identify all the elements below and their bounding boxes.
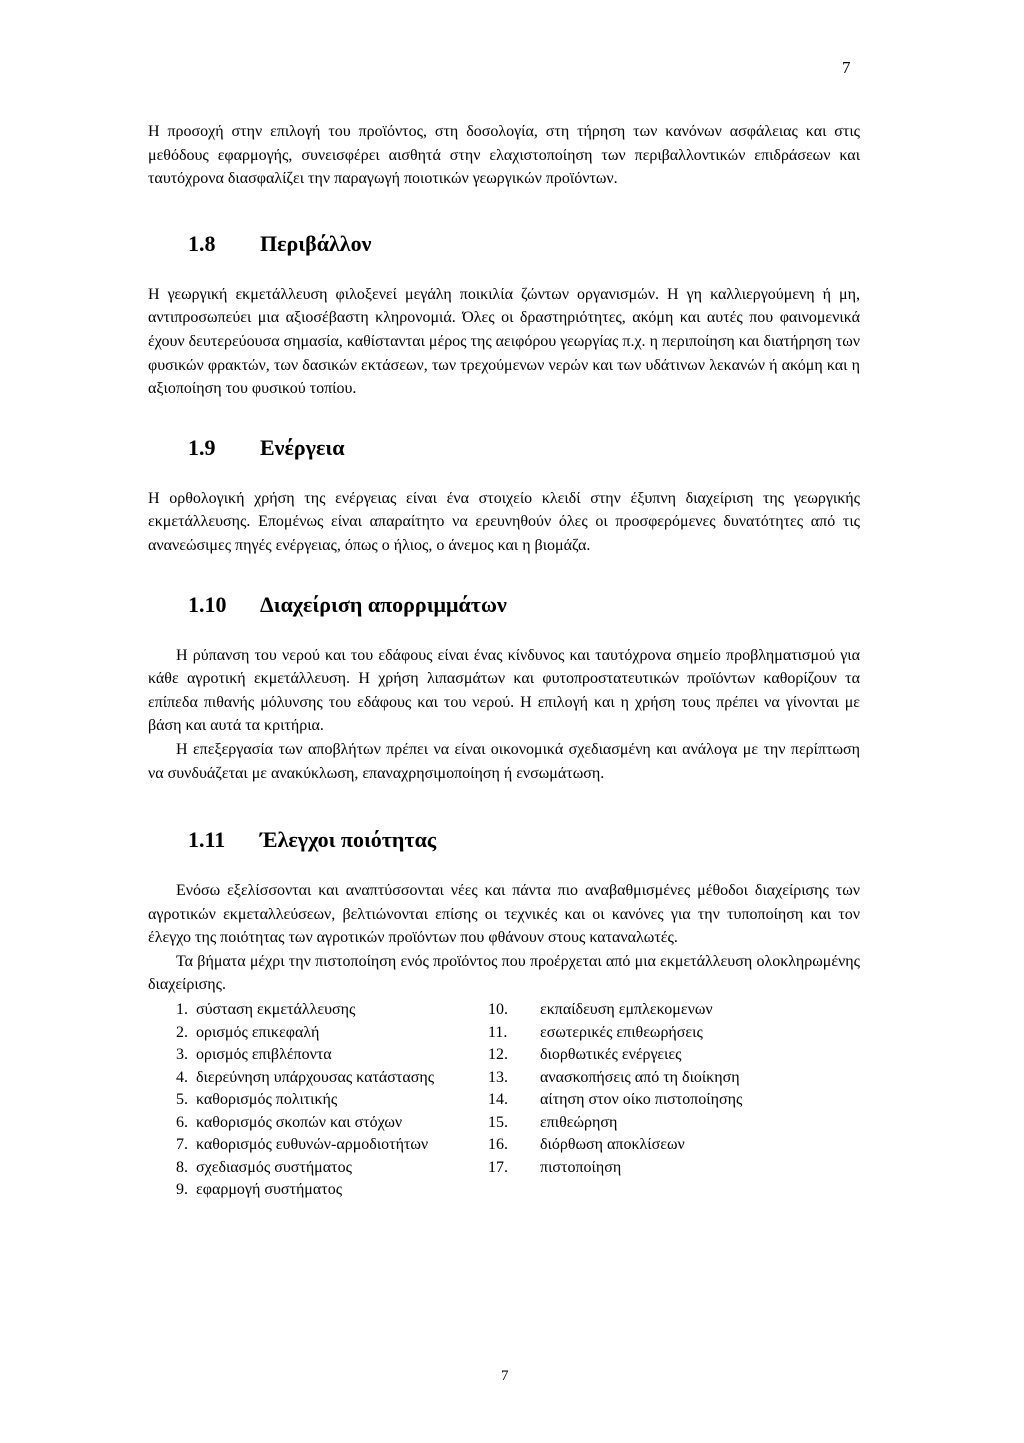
section-paragraph: Τα βήματα μέχρι την πιστοποίηση ενός προϊόντος που προέρχεται από μια εκμετάλλευση ολοκληρωμένης διαχείρισης. — [148, 952, 860, 994]
step-number: 11. — [488, 1023, 508, 1041]
section-paragraph: Η ρύπανση του νερού και του εδάφους είναι ένας κίνδυνος και ταυτόχρονα σημείο προβληματισμού για κάθε αγροτική εκμετάλλευση. Η χρήση λιπασμάτων και φυτοπροστατευτικών προϊόντων καθορίζουν τα επίπεδα πιθανής μόλυνσης του εδάφους και του νερού. Η επιλογή και η χρήση τους πρέπει να γίνονται με βάση και αυτά τα κριτήρια. — [148, 646, 860, 735]
step-text: διορθωτικές ενέργειες — [540, 1046, 682, 1064]
step-text: αίτηση στον οίκο πιστοποίησης — [540, 1091, 743, 1109]
section-paragraph: Η επεξεργασία των αποβλήτων πρέπει να είναι οικονομικά σχεδιασμένη και ανάλογα με την περίπτωση να συνδυάζεται με ανακύκλωση, επαναχρησιμοποίηση ή ενσωμάτωση. — [148, 740, 860, 782]
step-number: 6. — [176, 1113, 188, 1131]
step-text: καθορισμός ευθυνών-αρμοδιοτήτων — [196, 1136, 429, 1154]
section-title: Περιβάλλον — [260, 230, 372, 256]
step-number: 12. — [488, 1046, 508, 1064]
section-number: 1.11 — [188, 827, 226, 853]
step-number: 10. — [488, 1001, 508, 1019]
step-number: 16. — [488, 1136, 508, 1154]
page-number-top: 7 — [842, 58, 851, 77]
section-number: 1.10 — [188, 591, 227, 617]
section-heading — [148, 827, 860, 853]
page-number-bottom: 7 — [501, 1368, 509, 1384]
step-text: διερεύνηση υπάρχουσας κατάστασης — [196, 1068, 435, 1086]
intro-paragraph: Η προσοχή στην επιλογή του προϊόντος, στη δοσολογία, στη τήρηση των κανόνων ασφάλειας και στις μεθόδους εφαρμογής, συνεισφέρει αισθητά στην ελαχιστοποίηση των περιβαλλοντικών επιδράσεων και ταυτόχρονα διασφαλίζει την παραγωγή ποιοτικών γεωργικών προϊόντων. — [148, 123, 860, 188]
list-item — [148, 999, 488, 1022]
section-heading — [148, 592, 860, 618]
list-item — [488, 1044, 860, 1067]
step-text: επιθεώρηση — [540, 1113, 618, 1131]
step-number: 15. — [488, 1113, 508, 1131]
list-item — [488, 1089, 860, 1112]
section-title: Έλεγχοι ποιότητας — [260, 827, 437, 853]
list-item — [488, 1022, 860, 1045]
list-item — [488, 1067, 860, 1090]
page-content — [148, 120, 860, 1202]
list-item — [148, 1022, 488, 1045]
step-text: ορισμός επιβλέποντα — [196, 1046, 332, 1064]
section-title: Ενέργεια — [260, 434, 345, 460]
step-text: καθορισμός πολιτικής — [196, 1091, 338, 1109]
section-number: 1.9 — [188, 434, 216, 460]
list-item — [488, 1112, 860, 1135]
section-paragraph: Η γεωργική εκμετάλλευση φιλοξενεί μεγάλη ποικιλία ζώντων οργανισμών. Η γη καλλιεργούμενη ή μη, αντιπροσωπεύει μια αξιοσέβαστη κληρονομιά. Όλες οι δραστηριότητες, ακόμη και αυτές που φαινομενικά έχουν δευτερεύουσα σημασία, καθίστανται μέρος της αειφόρου γεωργίας π.χ. η περιποίηση και διατήρηση των φυσικών φρακτών, των δασικών εκτάσεων, των τρεχούμενων νερών και των υδάτινων λεκανών ή ακόμη και η αξιοποίηση του φυσικού τοπίου. — [148, 285, 860, 398]
list-item — [148, 1179, 488, 1202]
certification-steps-list — [148, 999, 860, 1202]
step-number: 5. — [176, 1091, 188, 1109]
step-text: διόρθωση αποκλίσεων — [540, 1136, 685, 1154]
steps-column-left — [148, 999, 488, 1202]
step-text: πιστοποίηση — [540, 1158, 622, 1176]
section-title: Διαχείριση απορριμμάτων — [260, 591, 507, 617]
step-number: 2. — [176, 1023, 188, 1041]
step-text: καθορισμός σκοπών και στόχων — [196, 1113, 403, 1131]
step-number: 9. — [176, 1181, 188, 1199]
step-number: 14. — [488, 1091, 508, 1109]
steps-column-right — [488, 999, 860, 1202]
list-item — [148, 1089, 488, 1112]
step-number: 1. — [176, 1001, 188, 1019]
section-paragraph: Ενόσω εξελίσσονται και αναπτύσσονται νέες και πάντα πιο αναβαθμισμένες μέθοδοι διαχείρισης των αγροτικών εκμεταλλεύσεων, βελτιώνονται επίσης οι τεχνικές και οι κανόνες για την τυποποίηση και τον έλεγχο της ποιότητας των αγροτικών προϊόντων που φθάνουν στους καταναλωτές. — [148, 882, 860, 947]
list-item — [488, 1134, 860, 1157]
list-item — [148, 1112, 488, 1135]
list-item — [148, 1157, 488, 1180]
section-number: 1.8 — [188, 230, 216, 256]
step-number: 7. — [176, 1136, 188, 1154]
step-text: ανασκοπήσεις από τη διοίκηση — [540, 1068, 740, 1086]
step-text: σχεδιασμός συστήματος — [196, 1158, 352, 1176]
section-heading — [148, 435, 860, 461]
section-paragraph: Η ορθολογική χρήση της ενέργειας είναι ένα στοιχείο κλειδί στην έξυπνη διαχείριση της γεωργικής εκμετάλλευσης. Επομένως είναι απαραίτητο να ερευνηθούν όλες οι προσφερόμενες δυνατότητες από τις ανανεώσιμες πηγές ενέργειας, όπως ο ήλιος, ο άνεμος και η βιομάζα. — [148, 489, 860, 554]
list-item — [148, 1044, 488, 1067]
step-number: 4. — [176, 1068, 188, 1086]
step-number: 13. — [488, 1068, 508, 1086]
step-text: εσωτερικές επιθεωρήσεις — [540, 1023, 703, 1041]
list-item — [148, 1067, 488, 1090]
step-text: ορισμός επικεφαλή — [196, 1023, 320, 1041]
list-item — [148, 1134, 488, 1157]
list-item — [488, 1157, 860, 1180]
step-number: 3. — [176, 1046, 188, 1064]
section-heading — [148, 231, 860, 257]
step-text: σύσταση εκμετάλλευσης — [196, 1001, 356, 1019]
step-number: 17. — [488, 1158, 508, 1176]
step-text: εκπαίδευση εμπλεκομενων — [540, 1001, 713, 1019]
list-item — [488, 999, 860, 1022]
step-number: 8. — [176, 1158, 188, 1176]
step-text: εφαρμογή συστήματος — [196, 1181, 343, 1199]
